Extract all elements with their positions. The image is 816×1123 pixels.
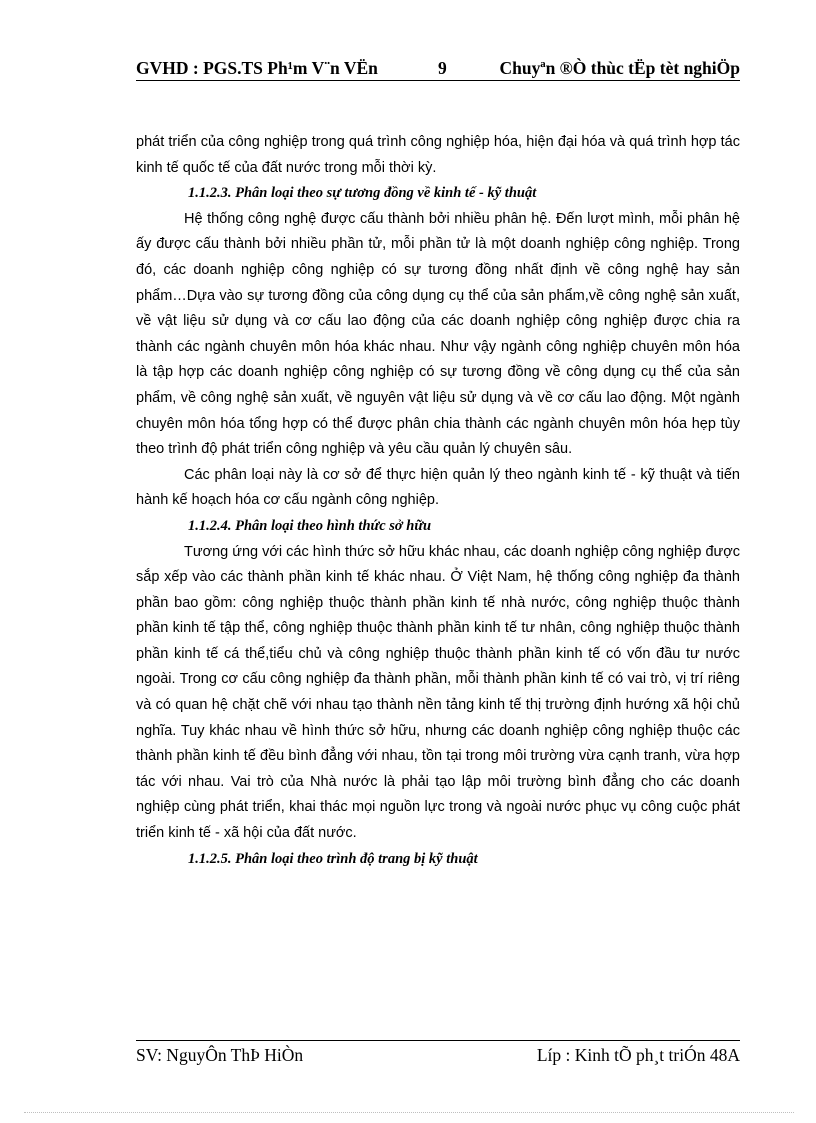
header-document-title: Chuyªn ®Ò thùc tËp tèt nghiÖp xyxy=(499,58,740,78)
section-heading-1-1-2-3: 1.1.2.3. Phân loại theo sự tương đồng về kinh tế - kỹ thuật xyxy=(188,185,537,202)
footer-student-name: SV: NguyÔn ThÞ HiÒn xyxy=(136,1045,304,1065)
paragraph-technology-system: Hệ thống công nghệ được cấu thành bởi nhiều phân hệ. Đến lượt mình, mỗi phân hệ ấy được cấu thành bởi nhiều phần tử, mỗi phần tử là một doanh nghiệp công nghiệp. Trong đó, các doanh nghiệp công nghiệp có sự tương đồng nhất định về công nghệ hay sản phẩm…Dựa vào sự tương đồng của công dụng cụ thể của sản phẩm,về công nghệ sản xuất, về vật liệu sử dụng và cơ cấu lao động của các doanh nghiệp công nghiệp được chia ra thành các ngành chuyên môn hóa khác nhau. Như vậy ngành công nghiệp chuyên môn hóa là tập hợp các doanh nghiệp công nghiệp có sự tương đồng về công dụng cụ thể của sản phẩm, về công nghệ sản xuất, về nguyên vật liệu sử dụng và về cơ cấu lao động. Một ngành chuyên môn hóa tổng hợp có thể được phân chia thành các ngành chuyên môn hóa hẹp tùy theo trình độ phát triển công nghiệp và yêu cầu quản lý chuyên sâu. xyxy=(136,210,740,458)
page-bottom-divider xyxy=(24,1112,794,1113)
paragraph-ownership: Tương ứng với các hình thức sở hữu khác nhau, các doanh nghiệp công nghiệp được sắp xếp vào các thành phần kinh tế khác nhau. Ở Việt Nam, hệ thống công nghiệp đa thành phần bao gồm: công nghiệp thuộc thành phần kinh tế nhà nước, công nghiệp thuộc thành phần kinh tế tập thể, công nghiệp thuộc thành phần kinh tế tư nhân, công nghiệp thuộc thành phần kinh tế cá thể,tiểu chủ và công nghiệp thuộc thành phần kinh tế có vốn đầu tư nước ngoài. Trong cơ cấu công nghiệp đa thành phần, mỗi thành phần kinh tế có vai trò, vị trí riêng và có quan hệ chặt chẽ với nhau tạo thành nền tảng kinh tế thị trường định hướng xã hội chủ nghĩa. Tuy khác nhau về hình thức sở hữu, nhưng các doanh nghiệp công nghiệp thuộc các thành phần kinh tế đều bình đẳng với nhau, tồn tại trong môi trường vừa cạnh tranh, vừa hợp tác với nhau. Vai trò của Nhà nước là phải tạo lập môi trường bình đẳng cho các doanh nghiệp cùng phát triển, khai thác mọi nguồn lực trong và ngoài nước phục vụ công cuộc phát triển kinh tế - xã hội của đất nước. xyxy=(136,543,740,842)
paragraph-intro: phát triển của công nghiệp trong quá trình công nghiệp hóa, hiện đại hóa và quá trình hợp tác kinh tế quốc tế của đất nước trong mỗi thời kỳ. xyxy=(136,134,740,176)
page-number: 9 xyxy=(438,58,447,78)
page-header xyxy=(136,58,740,81)
paragraph-classification-basis: Các phân loại này là cơ sở để thực hiện quản lý theo ngành kinh tế - kỹ thuật và tiến hành kế hoạch hóa cơ cấu ngành công nghiệp. xyxy=(136,466,740,509)
header-supervisor: GVHD : PGS.TS Ph¹m V¨n VËn xyxy=(136,58,378,78)
footer-class: Líp : Kinh tÕ ph¸t triÓn 48A xyxy=(536,1045,740,1065)
document-body xyxy=(136,130,740,872)
section-heading-1-1-2-5: 1.1.2.5. Phân loại theo trình độ trang bị kỹ thuật xyxy=(188,850,478,867)
section-heading-1-1-2-4: 1.1.2.4. Phân loại theo hình thức sở hữu xyxy=(188,517,432,534)
page-footer xyxy=(136,1040,740,1071)
